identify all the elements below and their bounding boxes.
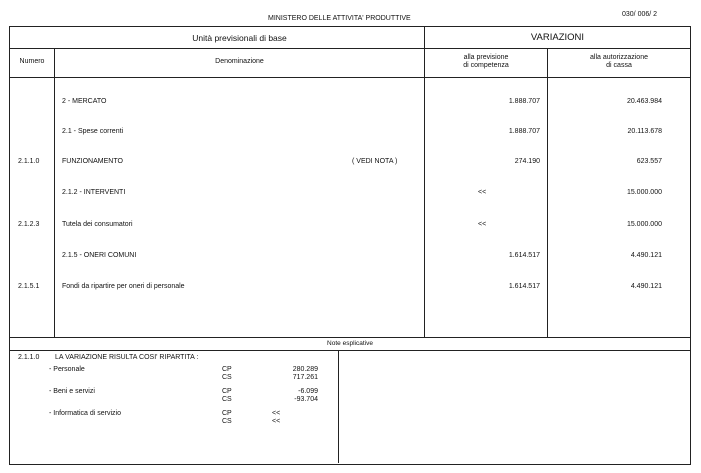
note-item-cp-value: << bbox=[272, 410, 281, 417]
row-cassa: 20.113.678 bbox=[627, 128, 662, 135]
row-competenza: << bbox=[478, 189, 487, 196]
col-divider-numero bbox=[54, 49, 55, 337]
row-competenza: 1.614.517 bbox=[508, 283, 540, 290]
note-item-cp-label: CP bbox=[222, 366, 232, 373]
row-numero: 2.1.5.1 bbox=[18, 283, 40, 290]
notes-title: Note esplicative bbox=[327, 340, 373, 347]
row-competenza: 1.614.517 bbox=[508, 252, 540, 259]
row-denominazione: 2.1.5 - ONERI COMUNI bbox=[62, 252, 137, 259]
note-item-cs-label: CS bbox=[222, 396, 232, 403]
page-reference: 030/ 006/ 2 bbox=[622, 11, 658, 18]
header-variazioni: VARIAZIONI bbox=[530, 32, 585, 43]
header-divider-1 bbox=[10, 48, 690, 49]
note-item-cs-value: << bbox=[272, 418, 281, 425]
table-body-bottom bbox=[10, 337, 690, 338]
note-item-cp-label: CP bbox=[222, 388, 232, 395]
note-item-label: - Beni e servizi bbox=[49, 388, 95, 395]
note-item-cs-label: CS bbox=[222, 374, 232, 381]
header-numero: Numero bbox=[19, 58, 45, 65]
note-item-cs-value: 717.261 bbox=[292, 374, 318, 381]
note-item-cs-value: -93.704 bbox=[294, 396, 318, 403]
row-numero: 2.1.2.3 bbox=[18, 221, 40, 228]
row-denominazione: 2 - MERCATO bbox=[62, 98, 107, 105]
row-cassa: 623.557 bbox=[636, 158, 662, 165]
header-competenza-line2: di competenza bbox=[463, 62, 509, 69]
note-item-label: - Personale bbox=[49, 366, 85, 373]
header-denominazione: Denominazione bbox=[215, 58, 264, 65]
col-divider-cassa bbox=[547, 49, 548, 337]
row-competenza: 1.888.707 bbox=[508, 128, 540, 135]
header-cassa-line1: alla autorizzazione bbox=[590, 54, 648, 61]
notes-code: 2.1.1.0 bbox=[18, 354, 40, 361]
note-item-cs-label: CS bbox=[222, 418, 232, 425]
row-note-reference: ( VEDI NOTA ) bbox=[352, 158, 398, 165]
col-divider-variazioni bbox=[424, 27, 425, 337]
row-numero: 2.1.1.0 bbox=[18, 158, 40, 165]
row-denominazione: 2.1 - Spese correnti bbox=[62, 128, 124, 135]
note-item-label: - Informatica di servizio bbox=[49, 410, 121, 417]
row-denominazione: 2.1.2 - INTERVENTI bbox=[62, 189, 126, 196]
header-competenza-line1: alla previsione bbox=[463, 54, 509, 61]
row-denominazione: FUNZIONAMENTO bbox=[62, 158, 123, 165]
row-competenza: << bbox=[478, 221, 487, 228]
header-cassa-line2: di cassa bbox=[606, 62, 632, 69]
notes-heading: LA VARIAZIONE RISULTA COSI' RIPARTITA : bbox=[55, 354, 199, 361]
row-competenza: 274.190 bbox=[514, 158, 540, 165]
header-divider-2 bbox=[10, 77, 690, 78]
main-table-frame bbox=[9, 26, 691, 465]
row-cassa: 4.490.121 bbox=[630, 252, 662, 259]
row-cassa: 20.463.984 bbox=[626, 98, 662, 105]
note-item-cp-value: -6.099 bbox=[298, 388, 318, 395]
notes-col-divider bbox=[338, 351, 339, 463]
header-unita: Unità previsionali di base bbox=[192, 33, 287, 43]
row-cassa: 15.000.000 bbox=[626, 221, 662, 228]
notes-title-divider bbox=[10, 350, 690, 351]
row-cassa: 15.000.000 bbox=[626, 189, 662, 196]
row-denominazione: Tutela dei consumatori bbox=[62, 221, 133, 228]
note-item-cp-label: CP bbox=[222, 410, 232, 417]
row-denominazione: Fondi da ripartire per oneri di personale bbox=[62, 283, 185, 290]
row-cassa: 4.490.121 bbox=[630, 283, 662, 290]
note-item-cp-value: 280.289 bbox=[292, 366, 318, 373]
ministry-title: MINISTERO DELLE ATTIVITA' PRODUTTIVE bbox=[268, 15, 411, 22]
row-competenza: 1.888.707 bbox=[508, 98, 540, 105]
